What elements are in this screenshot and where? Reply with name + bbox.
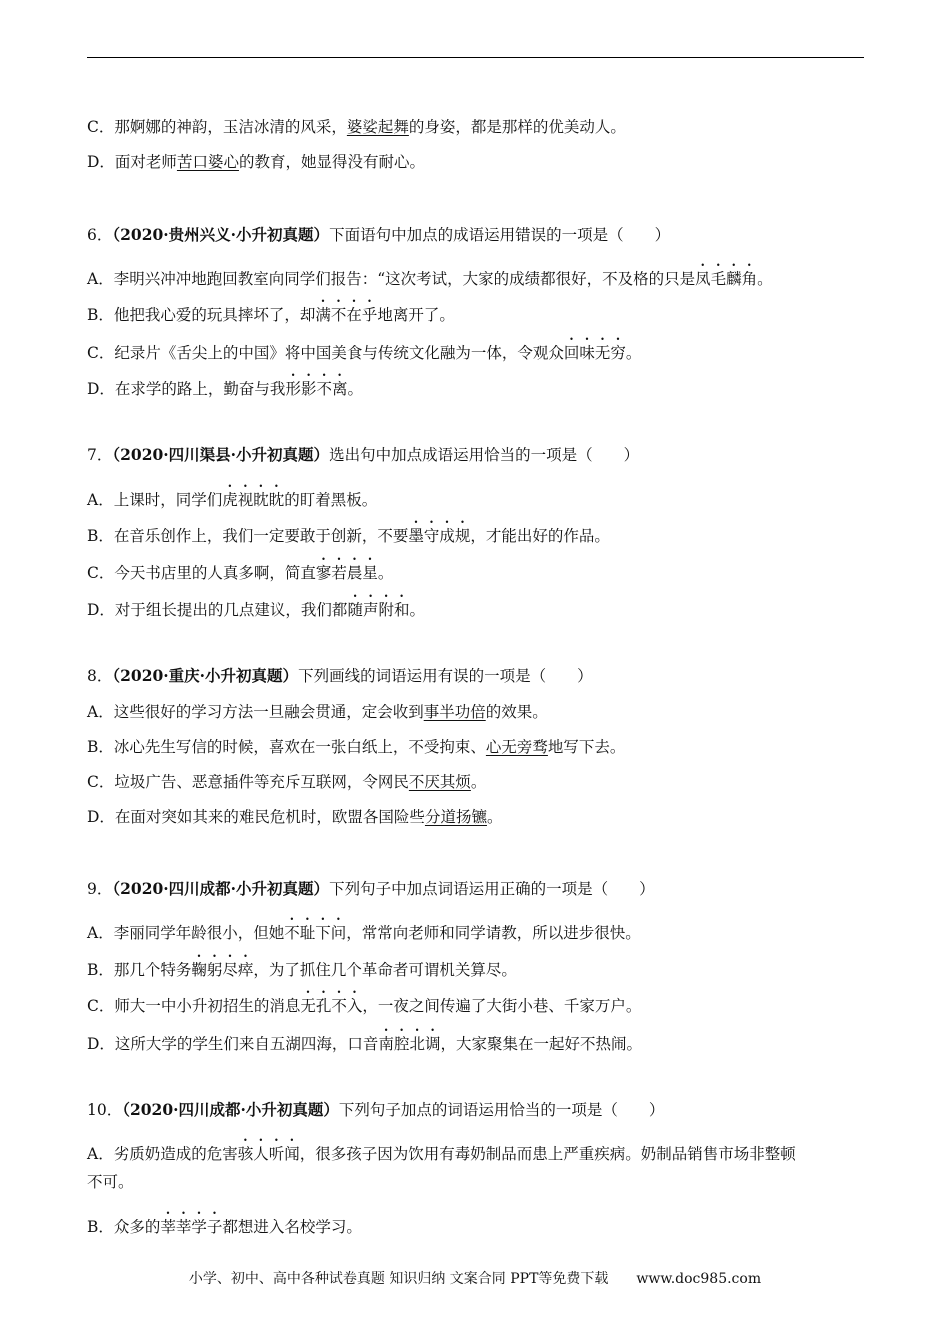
question-6-option-a: A．李明兴冲冲地跑回教室向同学们报告：“这次考试，大家的成绩都很好，不及格的只是凤毛麟角。: [87, 270, 773, 288]
underlined-phrase: 心无旁骛: [485, 738, 548, 756]
dotted-phrase: 寥若晨星: [315, 564, 378, 582]
dotted-phrase: 鞠躬尽瘁: [191, 961, 254, 979]
question-6-option-d: D．在求学的路上，勤奋与我形影不离。: [87, 380, 363, 398]
page-footer: 小学、初中、高中各种试卷真题 知识归纳 文案合同 PPT等免费下载 www.doc985.com: [188, 1271, 762, 1287]
dotted-phrase: 凤毛麟角: [695, 270, 758, 288]
dotted-phrase: 南腔北调: [378, 1035, 441, 1053]
question-9-option-a: A．李丽同学年龄很小，但她不耻下问，常常向老师和同学请教，所以进步很快。: [87, 924, 641, 942]
question-8-option-c: C．垃圾广告、恶意插件等充斥互联网，令网民不厌其烦。: [87, 773, 487, 791]
underlined-phrase: 苦口婆心: [176, 153, 239, 171]
question-10-option-a-continued: 不可。: [87, 1173, 134, 1191]
question-7-option-a: A．上课时，同学们虎视眈眈的盯着黑板。: [87, 491, 378, 509]
dotted-phrase: 随声附和: [347, 601, 410, 619]
underlined-phrase: 不厌其烦: [408, 773, 471, 791]
dotted-phrase: 虎视眈眈: [222, 491, 285, 509]
header-rule: [87, 57, 864, 58]
question-6-option-b: B．他把我心爱的玩具摔坏了，却满不在乎地离开了。: [87, 306, 455, 324]
question-9-option-b: B．那几个特务鞠躬尽瘁，为了抓住几个革命者可谓机关算尽。: [87, 961, 517, 979]
question-8-option-d: D．在面对突如其来的难民危机时，欧盟各国险些分道扬镳。: [87, 808, 503, 826]
question-7-stem: 7．（2020·四川渠县·小升初真题）选出句中加点成语运用恰当的一项是（ ）: [87, 445, 640, 464]
underlined-phrase: 分道扬镳: [424, 808, 487, 826]
question-10-stem: 10．（2020·四川成都·小升初真题）下列句子加点的词语运用恰当的一项是（ ）: [87, 1100, 665, 1119]
question-6-option-c: C．纪录片《舌尖上的中国》将中国美食与传统文化融为一体，令观众回味无穷。: [87, 344, 642, 362]
question-10-option-a: A．劣质奶造成的危害骇人听闻，很多孩子因为饮用有毒奶制品而患上严重疾病。奶制品销售市场非整顿: [87, 1145, 796, 1163]
question-8-option-b: B．冰心先生写信的时候，喜欢在一张白纸上，不受拘束、心无旁骛地写下去。: [87, 738, 626, 756]
underlined-phrase: 婆娑起舞: [346, 118, 409, 136]
question-6-stem: 6．（2020·贵州兴义·小升初真题）下面语句中加点的成语运用错误的一项是（ ）: [87, 225, 671, 244]
carry-option-c: C．那婀娜的神韵，玉洁冰清的风采，婆娑起舞的身姿，都是那样的优美动人。: [87, 118, 626, 136]
dotted-phrase: 回味无穷: [563, 344, 626, 362]
question-9-option-c: C．师大一中小升初招生的消息无孔不入，一夜之间传遍了大街小巷、千家万户。: [87, 997, 642, 1015]
dotted-phrase: 无孔不入: [300, 997, 363, 1015]
question-8-stem: 8．（2020·重庆·小升初真题）下列画线的词语运用有误的一项是（ ）: [87, 666, 593, 685]
underlined-phrase: 事半功倍: [423, 703, 486, 721]
dotted-phrase: 形影不离: [285, 380, 348, 398]
dotted-phrase: 满不在乎: [315, 306, 378, 324]
question-10-option-b: B．众多的莘莘学子都想进入名校学习。: [87, 1218, 362, 1236]
dotted-phrase: 骇人听闻: [237, 1145, 300, 1163]
question-7-option-d: D．对于组长提出的几点建议，我们都随声附和。: [87, 601, 425, 619]
question-9-stem: 9．（2020·四川成都·小升初真题）下列句子中加点词语运用正确的一项是（ ）: [87, 879, 655, 898]
question-9-option-d: D．这所大学的学生们来自五湖四海，口音南腔北调，大家聚集在一起好不热闹。: [87, 1035, 642, 1053]
carry-option-d: D．面对老师苦口婆心的教育，她显得没有耐心。: [87, 153, 425, 171]
dotted-phrase: 不耻下问: [284, 924, 347, 942]
question-7-option-b: B．在音乐创作上，我们一定要敢于创新，不要墨守成规，才能出好的作品。: [87, 527, 610, 545]
dotted-phrase: 墨守成规: [408, 527, 471, 545]
question-7-option-c: C．今天书店里的人真多啊，简直寥若晨星。: [87, 564, 394, 582]
dotted-phrase: 莘莘学子: [160, 1218, 223, 1236]
question-8-option-a: A．这些很好的学习方法一旦融会贯通，定会收到事半功倍的效果。: [87, 703, 548, 721]
